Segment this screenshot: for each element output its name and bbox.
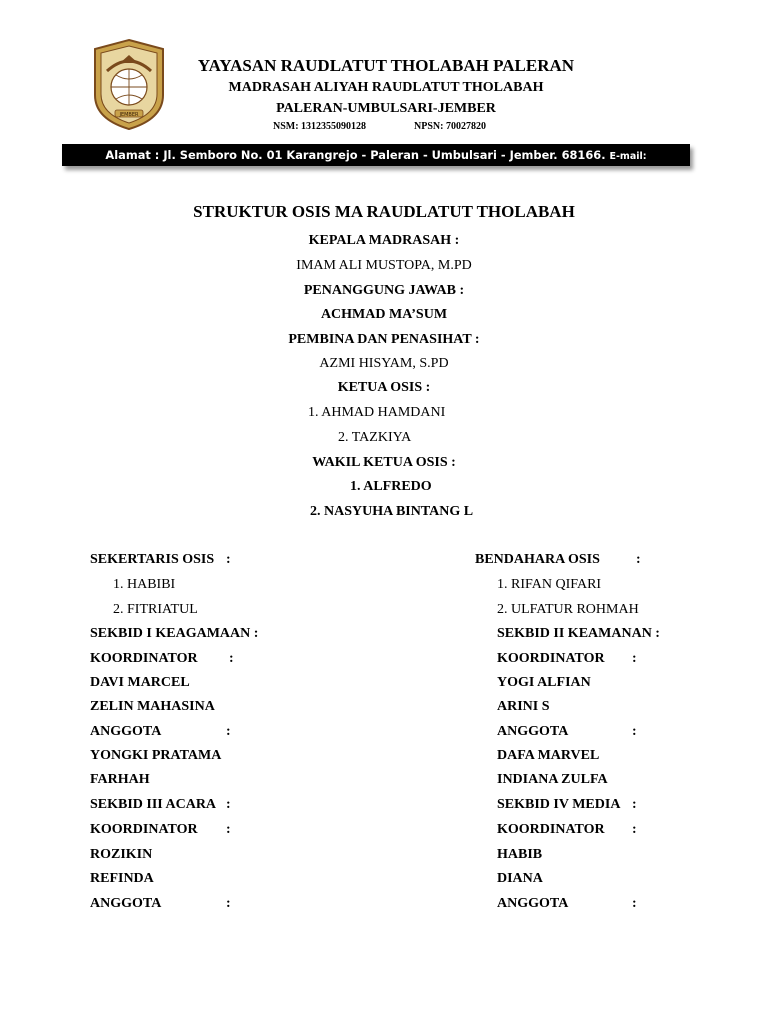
colon: : — [632, 651, 637, 666]
koordinator-3-label: KOORDINATOR — [90, 822, 198, 837]
school-emblem-icon — [89, 37, 169, 132]
colon: : — [226, 724, 231, 739]
address-text: Alamat : Jl. Semboro No. 01 Karangrejo - Paleran - Umbulsari - Jember. 68166. — [105, 148, 606, 162]
pembina-label: PEMBINA DAN PENASIHAT : — [288, 332, 480, 347]
wakil-ketua-item-2: 2. NASYUHA BINTANG L — [310, 504, 474, 519]
anggota-2-member-b: INDIANA ZULFA — [497, 772, 608, 787]
npsn-number: NPSN: 70027820 — [414, 121, 486, 132]
colon: : — [632, 896, 637, 911]
school-location: PALERAN-UMBULSARI-JEMBER — [276, 101, 496, 116]
address-bar — [62, 144, 690, 166]
sekretaris-item-2: 2. FITRIATUL — [113, 602, 198, 617]
colon: : — [632, 822, 637, 837]
ketua-item-1: 1. AHMAD HAMDANI — [308, 405, 446, 420]
svg-text:JEMBER: JEMBER — [119, 112, 139, 118]
colon: : — [226, 797, 231, 812]
koordinator-2-label: KOORDINATOR — [497, 651, 605, 666]
anggota-3-label: ANGGOTA — [90, 896, 162, 911]
colon: : — [636, 552, 641, 567]
koordinator-1-member-b: ZELIN MAHASINA — [90, 699, 215, 714]
nsm-number: NSM: 1312355090128 — [273, 121, 367, 132]
anggota-2-member-a: DAFA MARVEL — [497, 748, 600, 763]
penanggung-jawab-name: ACHMAD MA’SUM — [320, 307, 448, 322]
school-name: MADRASAH ALIYAH RAUDLATUT THOLABAH — [228, 80, 544, 95]
koordinator-3-member-b: REFINDA — [90, 871, 154, 886]
colon: : — [226, 822, 231, 837]
anggota-1-label: ANGGOTA — [90, 724, 162, 739]
sekbid-3-label: SEKBID III ACARA — [90, 797, 217, 812]
penanggung-jawab-label: PENANGGUNG JAWAB : — [303, 283, 465, 298]
document-title: STRUKTUR OSIS MA RAUDLATUT THOLABAH — [193, 202, 575, 221]
colon: : — [229, 651, 234, 666]
colon: : — [226, 552, 231, 567]
email-label: E-mail: — [609, 151, 647, 162]
bendahara-label: BENDAHARA OSIS — [475, 552, 600, 567]
pembina-name: AZMI HISYAM, S.PD — [319, 356, 449, 371]
koordinator-4-label: KOORDINATOR — [497, 822, 605, 837]
colon: : — [632, 724, 637, 739]
sekretaris-item-1: 1. HABIBI — [113, 577, 176, 592]
wakil-ketua-label: WAKIL KETUA OSIS : — [312, 455, 456, 470]
koordinator-1-member-a: DAVI MARCEL — [90, 675, 190, 690]
bendahara-item-1: 1. RIFAN QIFARI — [497, 577, 602, 592]
anggota-1-member-a: YONGKI PRATAMA — [90, 748, 222, 763]
ketua-label: KETUA OSIS : — [337, 380, 431, 395]
sekbid-1-label: SEKBID I KEAGAMAAN : — [90, 626, 259, 641]
org-name: YAYASAN RAUDLATUT THOLABAH PALERAN — [197, 56, 575, 75]
koordinator-1-label: KOORDINATOR — [90, 651, 198, 666]
sekbid-2-label: SEKBID II KEAMANAN : — [497, 626, 660, 641]
sekretaris-label: SEKERTARIS OSIS — [90, 552, 215, 567]
koordinator-3-member-a: ROZIKIN — [90, 847, 153, 862]
colon: : — [632, 797, 637, 812]
anggota-1-member-b: FARHAH — [90, 772, 150, 787]
ketua-item-2: 2. TAZKIYA — [338, 430, 412, 445]
bendahara-item-2: 2. ULFATUR ROHMAH — [497, 602, 639, 617]
anggota-4-label: ANGGOTA — [497, 896, 569, 911]
kepala-label: KEPALA MADRASAH : — [308, 233, 460, 248]
wakil-ketua-item-1: 1. ALFREDO — [350, 479, 432, 494]
koordinator-2-member-b: ARINI S — [497, 699, 550, 714]
koordinator-2-member-a: YOGI ALFIAN — [497, 675, 591, 690]
colon: : — [226, 896, 231, 911]
sekbid-4-label: SEKBID IV MEDIA — [497, 797, 621, 812]
koordinator-4-member-a: HABIB — [497, 847, 543, 862]
kepala-name: IMAM ALI MUSTOPA, M.PD — [296, 258, 472, 273]
anggota-2-label: ANGGOTA — [497, 724, 569, 739]
koordinator-4-member-b: DIANA — [497, 871, 543, 886]
